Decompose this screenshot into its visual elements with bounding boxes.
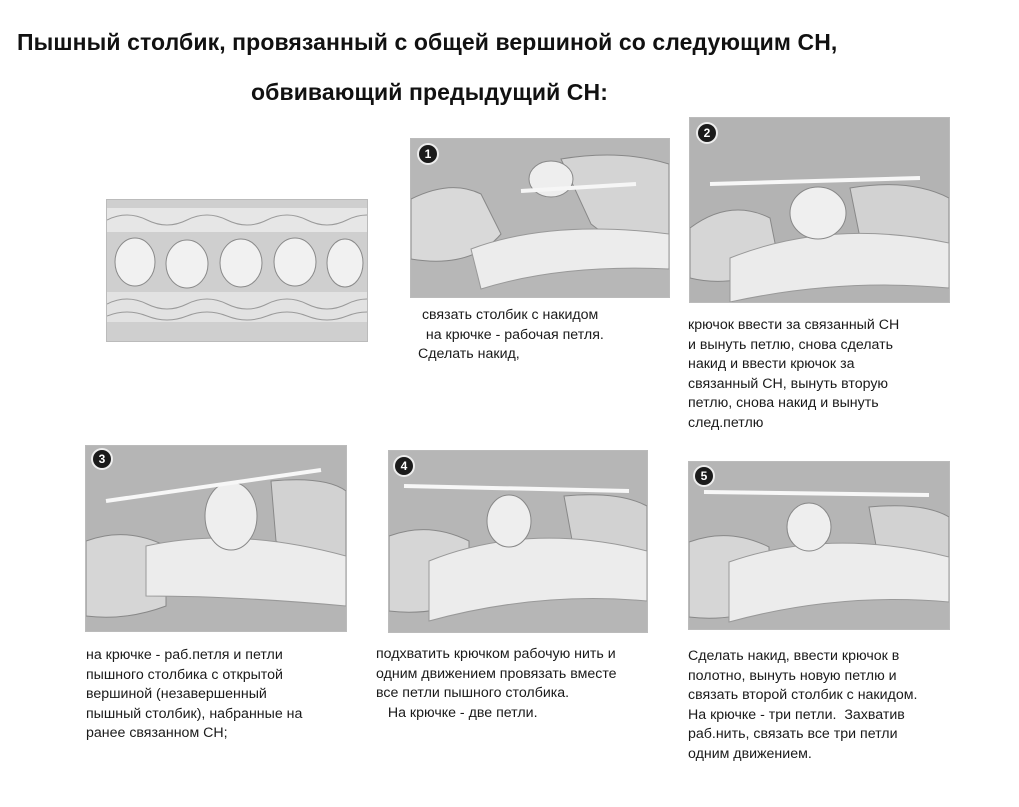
step-2-caption: крючок ввести за связанный СН и вынуть петлю, снова сделать накид и ввести крючок за связанный СН, вынуть вторую петлю, снова накид и вынуть след.петлю	[688, 317, 900, 431]
step-4-photo	[388, 450, 648, 633]
step-4-caption: подхватить крючком рабочую нить и одним движением провязать вместе все петли пышного столбика. На крючке - две петли.	[376, 646, 617, 721]
step-number-badge: 3	[93, 450, 111, 468]
step-1-caption: связать столбик с накидом на крючке - рабочая петля. Сделать накид,	[418, 307, 604, 362]
stitch-sample-photo	[106, 199, 368, 342]
step-number-badge: 4	[395, 457, 413, 475]
step-5-caption: Сделать накид, ввести крючок в полотно, вынуть новую петлю и связать второй столбик с накидом. На крючке - три петли. Захватив раб.нить, связать все три петли одним движением.	[688, 648, 918, 762]
step-number-badge: 5	[695, 467, 713, 485]
page-title-line-2: обвивающий предыдущий СН:	[251, 79, 608, 105]
step-3-caption: на крючке - раб.петля и петли пышного столбика с открытой вершиной (незавершенный пышный столбик), набранные на ранее связанном СН;	[86, 647, 303, 741]
step-number-badge: 1	[419, 145, 437, 163]
step-1-photo	[410, 138, 670, 298]
step-5-photo	[688, 461, 950, 630]
step-3-photo	[85, 445, 347, 632]
step-number-badge: 2	[698, 124, 716, 142]
step-2-photo	[689, 117, 950, 303]
page-title-line-1: Пышный столбик, провязанный с общей вершиной со следующим СН,	[17, 29, 838, 55]
